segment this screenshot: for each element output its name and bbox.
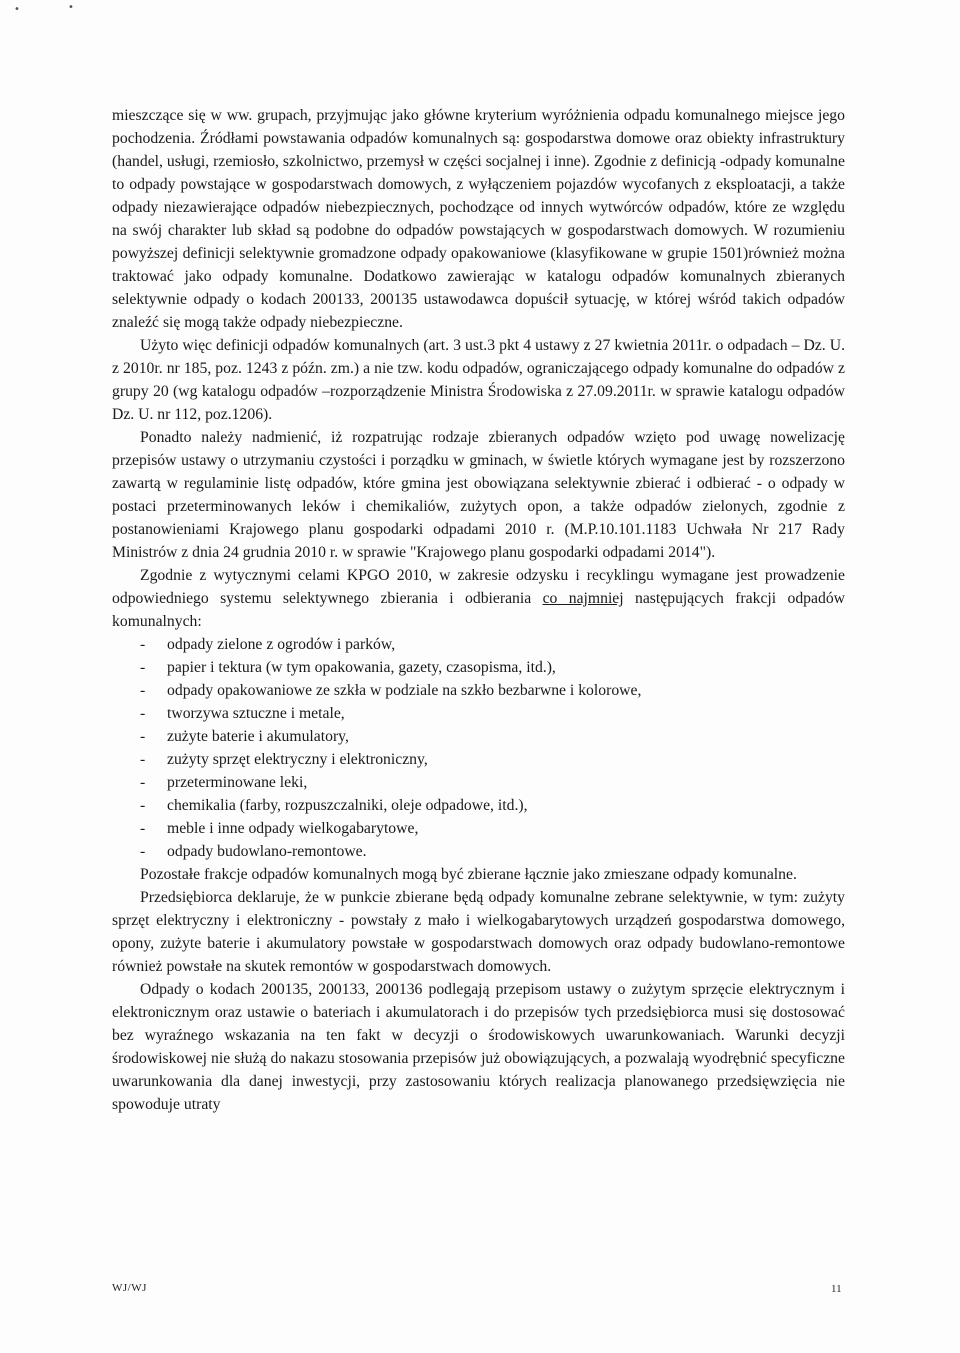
list-item-text: meble i inne odpady wielkogabarytowe, [167, 820, 419, 837]
list-item-text: papier i tektura (w tym opakowania, gazety, czasopisma, itd.), [167, 659, 556, 676]
footer-initials: WJ/WJ [112, 1282, 147, 1294]
paragraph-amendment: Ponadto należy nadmienić, iż rozpatrując rodzaje zbieranych odpadów wzięto pod uwagę nowelizację przepisów ustawy o utrzymaniu czystości i porządku w gminach, w świetle których wymagane jest by rozszerzono zawartą w regulaminie listę odpadów, które gmina jest obowiązana selektywnie zbierać i odbierać - o odpady w postaci przeterminowanych leków i chemikaliów, zużytych opon, a także odpadów zielonych, zgodnie z postanowieniami Krajowego planu gospodarki odpadami 2010 r. (M.P.10.101.1183 Uchwała Nr 217 Rady Ministrów z dnia 24 grudnia 2010 r. w sprawie "Krajowego planu gospodarki odpadami 2014"). [112, 429, 845, 561]
list-item-text: chemikalia (farby, rozpuszczalniki, oleje odpadowe, itd.), [167, 797, 528, 814]
list-dash: - [140, 797, 146, 814]
list-dash: - [140, 682, 146, 699]
paragraph-waste-codes: Odpady o kodach 200135, 200133, 200136 podlegają przepisom ustawy o zużytym sprzęcie elektrycznym i elektronicznym oraz ustawie o bateriach i akumulatorach i do przepisów tych przedsiębiorca musi się dostosować bez wyraźnego wskazania na ten fakt w decyzji o środowiskowych uwarunkowaniach. Warunki decyzji środowiskowej nie służą do nakazu stosowania przepisów już obowiązujących, a pozwalają wyodrębnić specyficzne uwarunkowania dla danej inwestycji, przy zastosowaniu których realizacja planowanego przedsięwzięcia nie spowoduje utraty [112, 981, 845, 1113]
page-number: 11 [831, 1283, 842, 1295]
list-item-text: przeterminowane leki, [167, 774, 308, 791]
list-item [112, 725, 845, 748]
list-item-text: zużyte baterie i akumulatory, [167, 728, 349, 745]
list-dash: - [140, 728, 146, 745]
scan-artifact-mark: • [14, 4, 20, 15]
list-dash: - [140, 774, 146, 791]
list-item-text: zużyty sprzęt elektryczny i elektroniczny, [167, 751, 428, 768]
paragraph-kpgo-goals [112, 564, 845, 633]
list-item-text: tworzywa sztuczne i metale, [167, 705, 345, 722]
list-dash: - [140, 659, 146, 676]
list-item-text: odpady zielone z ogrodów i parków, [167, 636, 396, 653]
list-item [112, 840, 845, 863]
paragraph-waste-definition: mieszczące się w ww. grupach, przyjmując jako główne kryterium wyróżnienia odpadu komunalnego miejsce jego pochodzenia. Źródłami powstawania odpadów komunalnych są: gospodarstwa domowe oraz obiekty infrastruktury (handel, usługi, rzemiosło, szkolnictwo, przemysł w części socjalnej i inne). Zgodnie z definicją -odpady komunalne to odpady powstające w gospodarstwach domowych, z wyłączeniem pojazdów wycofanych z eksploatacji, a także odpady niezawierające odpadów niebezpiecznych, pochodzące od innych wytwórców odpadów, które ze względu na swój charakter lub skład są podobne do odpadów powstających w gospodarstwach domowych. W rozumieniu powyższej definicji selektywnie gromadzone odpady opakowaniowe (klasyfikowane w grupie 1501)również można traktować jako odpady komunalne. Dodatkowo zawierając w katalogu odpadów komunalnych zbieranych selektywnie odpady o kodach 200133, 200135 ustawodawca dopuścił sytuację, w której wśród takich odpadów znaleźć się mogą także odpady niebezpieczne. [112, 107, 845, 331]
list-dash: - [140, 820, 146, 837]
list-item [112, 794, 845, 817]
list-item-text: odpady opakowaniowe ze szkła w podziale na szkło bezbarwne i kolorowe, [167, 682, 642, 699]
list-item [112, 702, 845, 725]
list-dash: - [140, 751, 146, 768]
waste-fractions-list [112, 633, 845, 863]
list-item [112, 748, 845, 771]
list-item [112, 771, 845, 794]
list-dash: - [140, 705, 146, 722]
list-item [112, 817, 845, 840]
list-dash: - [140, 636, 146, 653]
document-body [112, 104, 845, 1116]
paragraph-contractor-declaration: Przedsiębiorca deklaruje, że w punkcie zbierane będą odpady komunalne zebrane selektywnie, w tym: zużyty sprzęt elektryczny i elektroniczny - powstały z mało i wielkogabarytowych urządzeń gospodarstwa domowego, opony, zużyte baterie i akumulatory powstałe w gospodarstwach domowych oraz odpady budowlano-remontowe również powstałe na skutek remontów w gospodarstwach domowych. [112, 889, 845, 975]
list-item [112, 656, 845, 679]
paragraph-text: następujących frakcji odpadów komunalnych: [112, 590, 846, 630]
list-dash: - [140, 843, 146, 860]
list-item [112, 633, 845, 656]
paragraph-definition-used: Użyto więc definicji odpadów komunalnych (art. 3 ust.3 pkt 4 ustawy z 27 kwietnia 2011r. o odpadach – Dz. U. z 2010r. nr 185, poz. 1243 z późn. zm.) a nie tzw. kodu odpadów, ograniczającego odpady komunalne do odpadów z grupy 20 (wg katalogu odpadów –rozporządzenie Ministra Środowiska z 27.09.2011r. w sprawie katalogu odpadów Dz. U. nr 112, poz.1206). [112, 337, 845, 423]
paragraph-text: Zgodnie z wytycznymi celami KPGO 2010, w zakresie odzysku i recyklingu wymagane jest prowadzenie odpowiedniego systemu selektywnego zbierania i odbierania [112, 567, 845, 607]
list-item-text: odpady budowlano-remontowe. [167, 843, 367, 860]
paragraph-remaining-fractions: Pozostałe frakcje odpadów komunalnych mogą być zbierane łącznie jako zmieszane odpady komunalne. [140, 866, 797, 883]
scan-artifact-mark: • [68, 2, 74, 13]
list-item [112, 679, 845, 702]
underlined-text: co najmniej [542, 590, 624, 607]
